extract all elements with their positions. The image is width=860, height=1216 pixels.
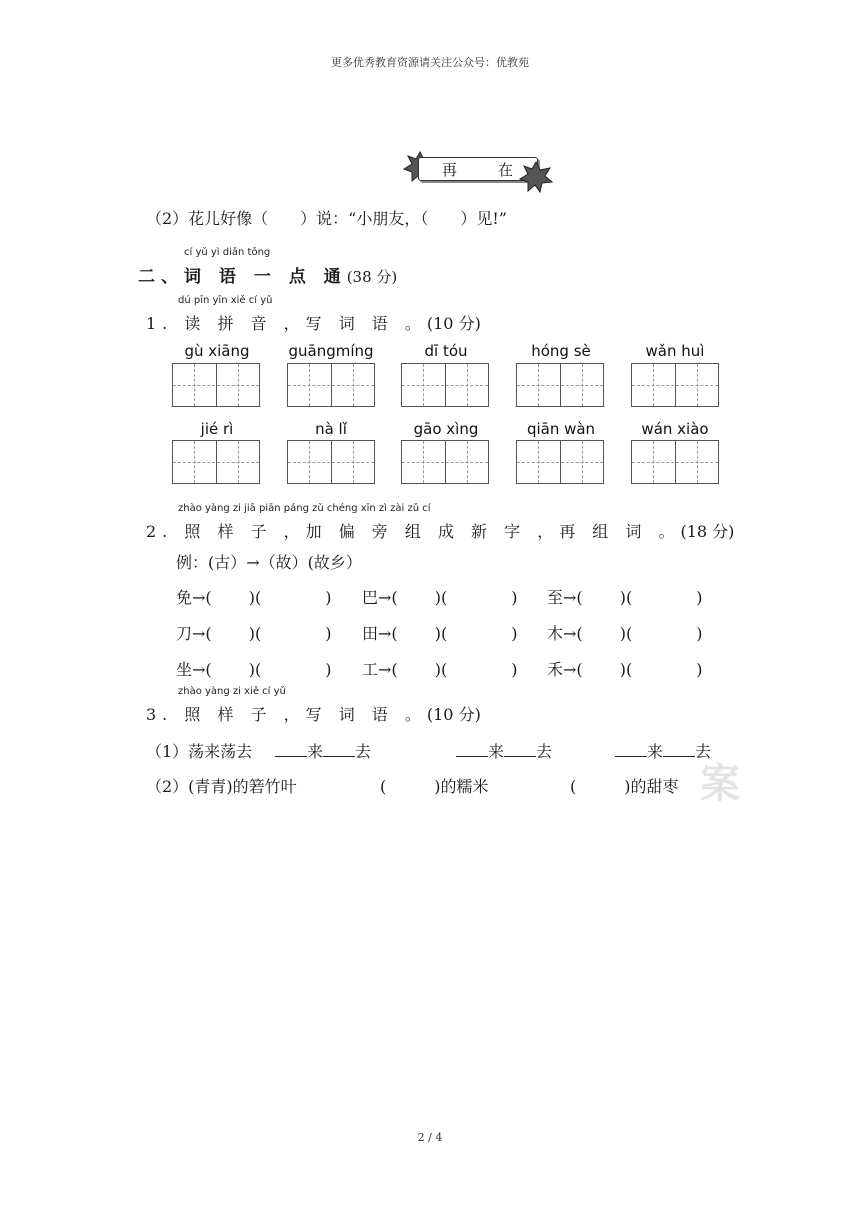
writing-grid[interactable] — [516, 440, 604, 484]
radical-item[interactable]: 禾→( )( ) — [547, 660, 703, 679]
radical-item[interactable]: 刀→( )( ) — [176, 624, 332, 643]
fill-blank-phrase[interactable]: ( )的甜枣 — [570, 777, 679, 796]
task1-heading — [146, 311, 481, 334]
pinyin-word: gāo xìng — [413, 420, 479, 438]
task2-score: (18 分) — [680, 522, 735, 541]
radical-item[interactable]: 巴→( )( ) — [362, 588, 518, 607]
page-header: 更多优秀教育资源请关注公众号：优教苑 — [331, 56, 529, 69]
fill-blank-pair[interactable]: 来 去 — [456, 739, 552, 762]
writing-grid[interactable] — [287, 440, 375, 484]
question-2: （2）花儿好像（ ）说：“小朋友，（ ）见!” — [146, 209, 507, 228]
radical-item[interactable]: 至→( )( ) — [547, 588, 703, 607]
writing-grid[interactable] — [172, 363, 260, 407]
task3-heading — [146, 702, 481, 725]
writing-grid[interactable] — [516, 363, 604, 407]
radical-item[interactable]: 坐→( )( ) — [176, 660, 332, 679]
writing-grid[interactable] — [172, 440, 260, 484]
pinyin-word: qiān wàn — [526, 420, 596, 438]
writing-grid[interactable] — [287, 363, 375, 407]
banner-word-1: 再 — [442, 161, 458, 179]
banner-word-2: 在 — [498, 161, 514, 179]
pinyin-word: nà lǐ — [315, 420, 347, 438]
fill-blank-pair[interactable]: 来 去 — [275, 739, 371, 762]
task1-score: (10 分) — [426, 314, 481, 333]
radical-item[interactable]: 田→( )( ) — [362, 624, 518, 643]
writing-grid[interactable] — [631, 440, 719, 484]
pinyin-word: dī tóu — [424, 342, 468, 360]
pinyin-word: jié rì — [200, 420, 234, 438]
task3-title: 3. 照 样 子 ，写 词 语 。 — [146, 705, 427, 724]
writing-grid[interactable] — [401, 440, 489, 484]
pinyin-word: gù xiāng — [184, 342, 250, 360]
radical-item[interactable]: 工→( )( ) — [362, 660, 518, 679]
pinyin-word: wǎn huì — [645, 342, 705, 360]
task3-line1-label: （1）荡来荡去 — [146, 742, 253, 761]
section-score: (38 分) — [346, 268, 398, 286]
task3-score: (10 分) — [426, 705, 481, 724]
task2-pinyin: zhào yàng zi jiā piān páng zǔ chéng xīn zì zài zǔ cí — [178, 503, 431, 514]
task3-line2-example: （2）(青青)的箬竹叶 — [146, 777, 297, 796]
leaf-icon — [518, 160, 554, 194]
pinyin-word: wán xiào — [641, 420, 709, 438]
section-title: 二、词 语 一 点 通 — [138, 267, 347, 287]
writing-grid[interactable] — [631, 363, 719, 407]
writing-grid[interactable] — [401, 363, 489, 407]
task2-title: 2. 照 样 子 ，加 偏 旁 组 成 新 字 ，再 组 词 。 — [146, 522, 681, 541]
task2-heading — [146, 519, 734, 542]
section-heading — [138, 262, 397, 287]
page-number: 2 / 4 — [417, 1131, 443, 1144]
section-pinyin: cí yǔ yì diǎn tōng — [184, 247, 271, 258]
pinyin-word: hóng sè — [531, 342, 591, 360]
radical-item[interactable]: 免→( )( ) — [176, 588, 332, 607]
task1-pinyin: dú pīn yīn xiě cí yǔ — [178, 295, 273, 306]
pinyin-word: guāngmíng — [288, 342, 374, 360]
fill-blank-pair[interactable]: 来 去 — [615, 739, 711, 762]
watermark: 案 — [700, 761, 740, 807]
task2-example: 例：(古）→（故）(故乡） — [176, 553, 362, 572]
task1-title: 1. 读 拼 音 ，写 词 语 。 — [146, 314, 427, 333]
task3-pinyin: zhào yàng zi xiě cí yǔ — [178, 686, 286, 697]
word-banner — [410, 152, 540, 186]
fill-blank-phrase[interactable]: ( )的糯米 — [380, 777, 489, 796]
radical-item[interactable]: 木→( )( ) — [547, 624, 703, 643]
